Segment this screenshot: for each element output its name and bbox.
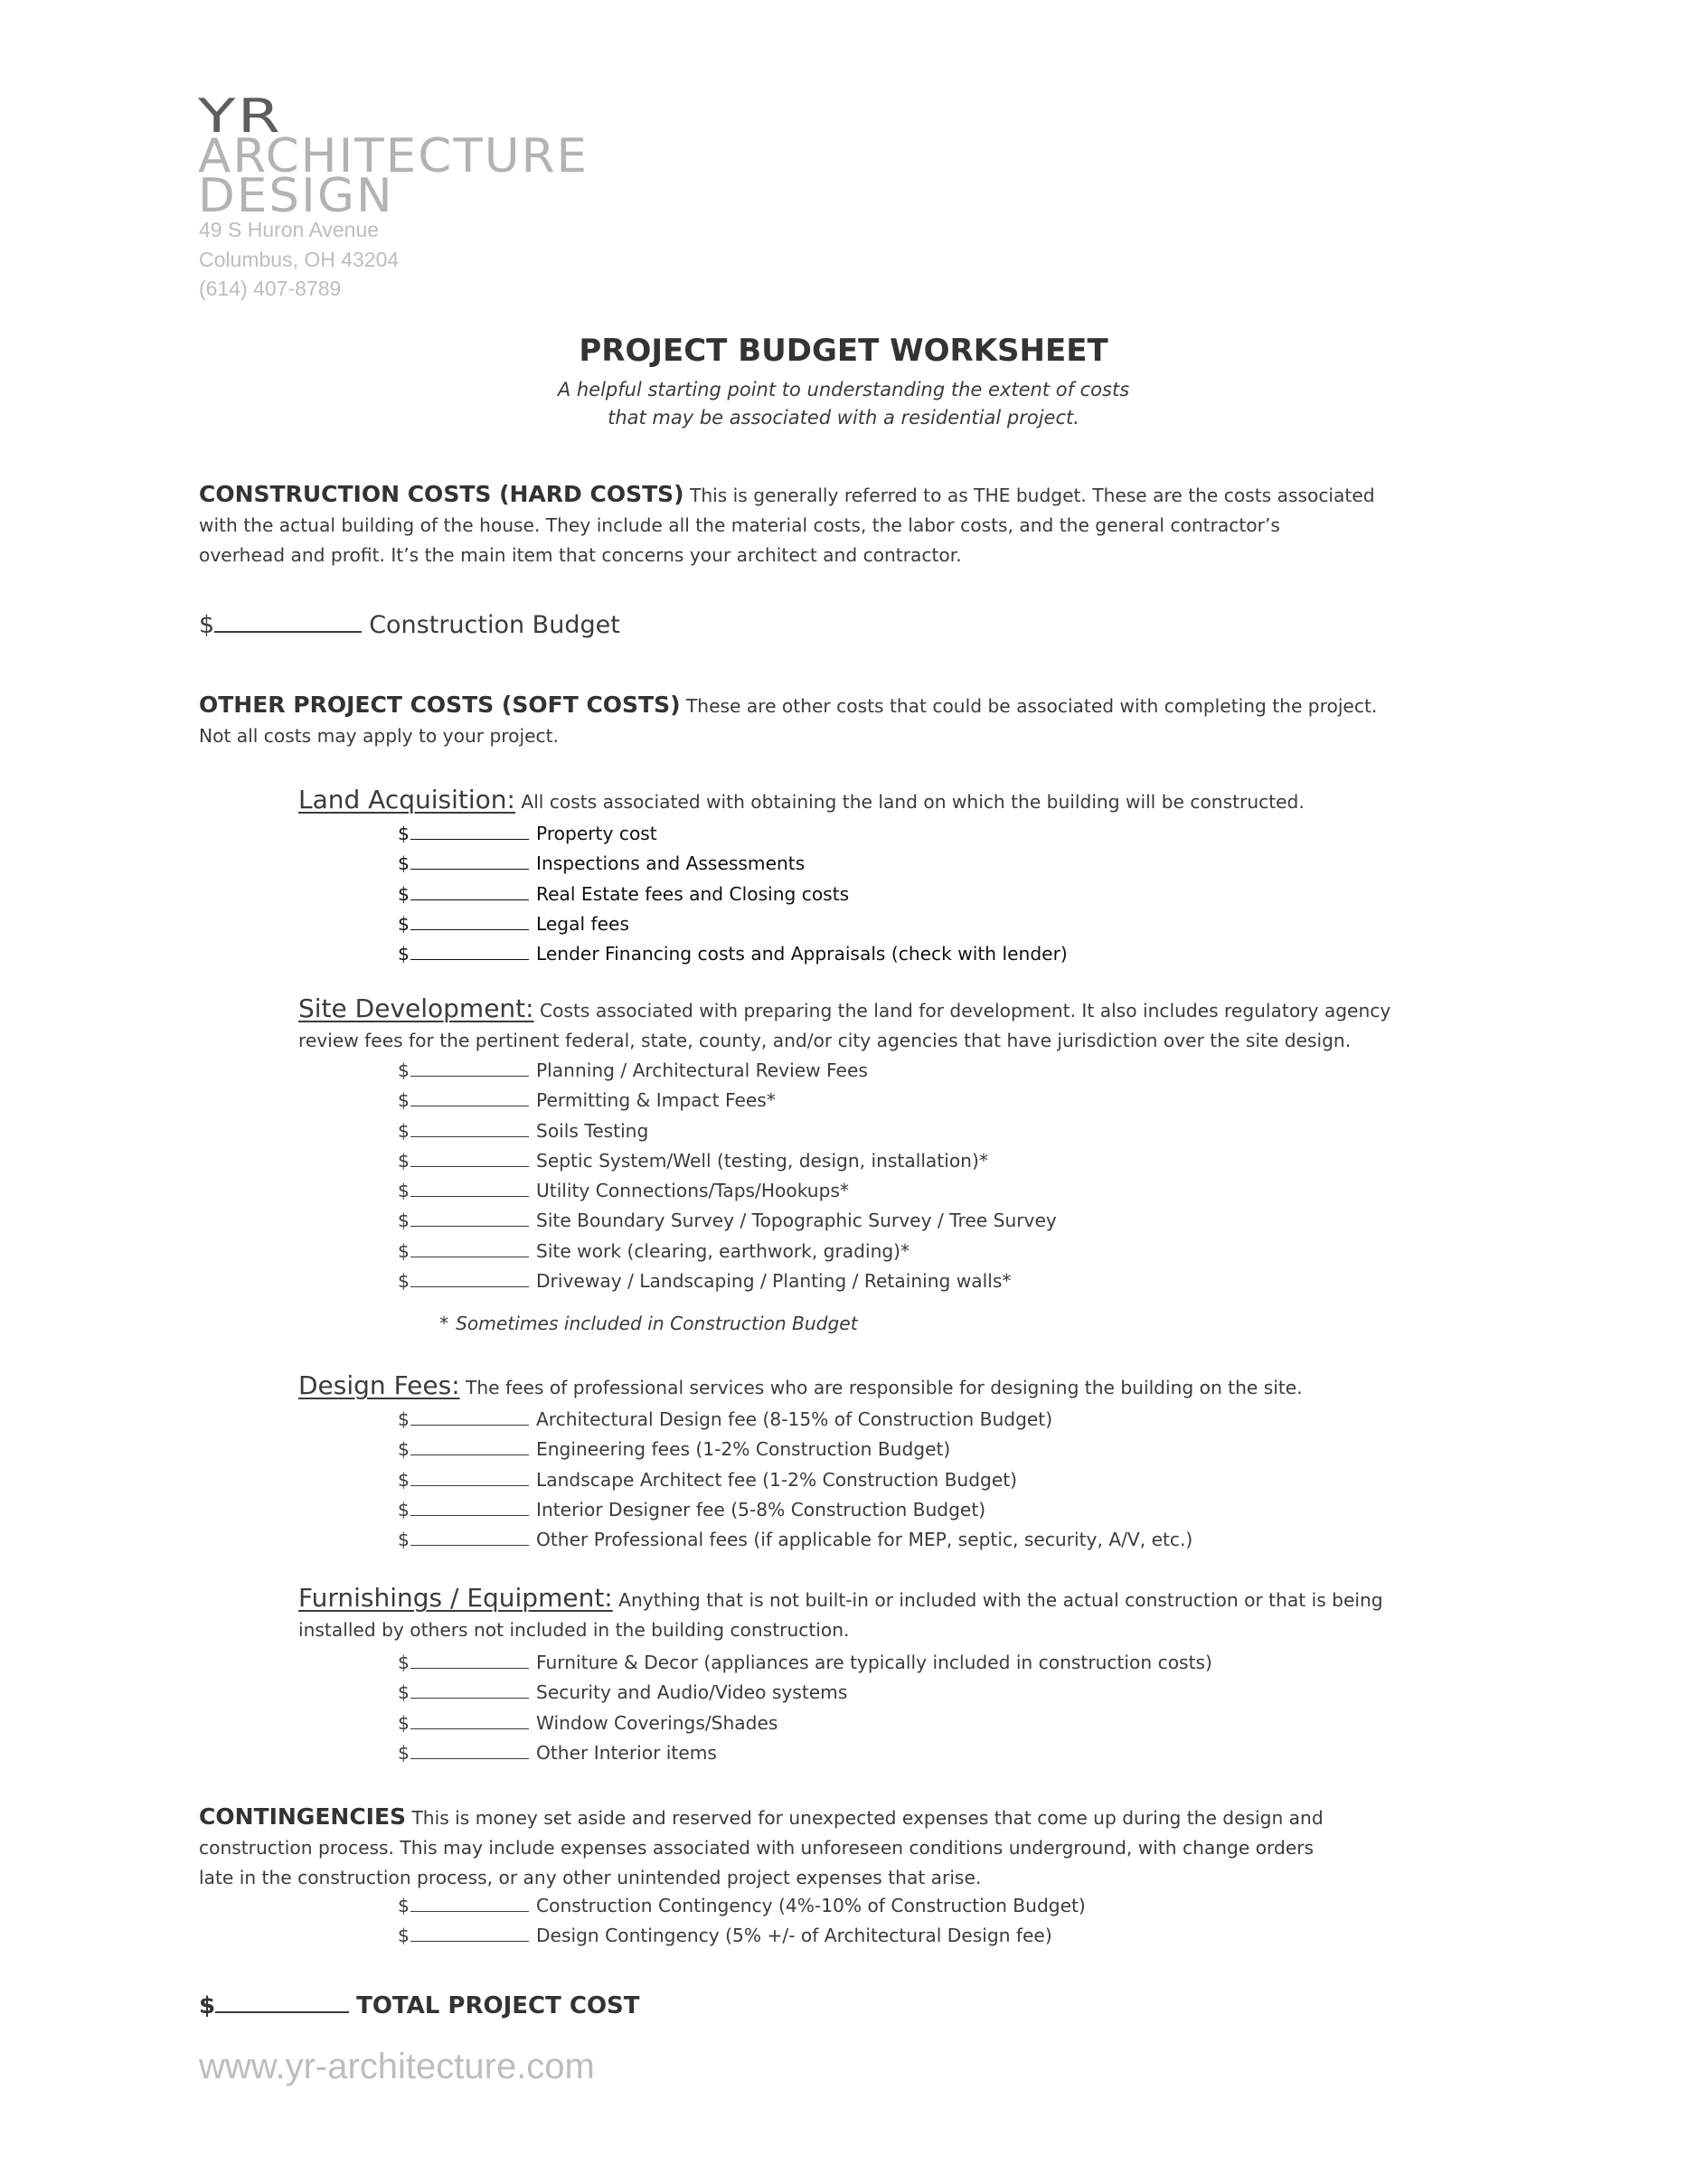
budget-line-item — [398, 1266, 1057, 1296]
subtitle-line-1: A helpful starting point to understanding the extent of costs — [557, 379, 1130, 400]
design-fees-desc: The fees of professional services who are responsible for designing the building on the site. — [459, 1377, 1303, 1398]
design-fees-section — [298, 1370, 1510, 1403]
furnishings-items — [398, 1648, 1212, 1768]
amount-blank-field[interactable] — [410, 1076, 529, 1077]
amount-blank-field[interactable] — [410, 1698, 529, 1699]
total-project-cost-row — [199, 1990, 640, 2022]
budget-line-item — [398, 1206, 1057, 1236]
site-development-desc-2: review fees for the pertinent federal, state, county, and/or city agencies that have jurisdiction over the site design. — [298, 1030, 1352, 1052]
amount-blank-field[interactable] — [410, 1545, 529, 1546]
amount-blank-field[interactable] — [410, 1911, 529, 1912]
budget-line-item — [398, 1237, 1057, 1266]
amount-blank-field[interactable] — [410, 1515, 529, 1516]
dollar-sign: $ — [398, 823, 410, 844]
budget-line-item — [398, 1709, 1212, 1738]
total-project-cost-field[interactable] — [215, 2010, 349, 2013]
dollar-sign: $ — [398, 1529, 410, 1551]
budget-line-item — [398, 939, 1068, 969]
item-label: Utility Connections/Taps/Hookups* — [536, 1180, 850, 1202]
item-label: Real Estate fees and Closing costs — [536, 882, 850, 905]
item-label: Design Contingency (5% +/- of Architectural Design fee) — [536, 1925, 1052, 1947]
contingencies-text-3: late in the construction process, or any other unintended project expenses that arise. — [199, 1867, 982, 1888]
amount-blank-field[interactable] — [410, 1668, 529, 1669]
dollar-sign: $ — [398, 1681, 410, 1704]
dollar-sign: $ — [398, 1180, 410, 1202]
item-label: Lender Financing costs and Appraisals (check with lender) — [536, 943, 1068, 965]
item-label: Soils Testing — [536, 1119, 649, 1142]
budget-line-item — [398, 1176, 1057, 1206]
budget-line-item — [398, 909, 1068, 939]
dollar-sign: $ — [398, 852, 410, 875]
dollar-sign: $ — [398, 1059, 410, 1081]
item-label: Site work (clearing, earthwork, grading)* — [536, 1239, 910, 1262]
amount-blank-field[interactable] — [410, 929, 529, 930]
amount-blank-field[interactable] — [410, 1286, 529, 1287]
item-label: Other Professional fees (if applicable for MEP, septic, security, A/V, etc.) — [536, 1529, 1193, 1551]
budget-line-item — [398, 1678, 1212, 1708]
dollar-sign: $ — [398, 1652, 410, 1673]
amount-blank-field[interactable] — [410, 839, 529, 840]
construction-budget-dollar: $ — [199, 611, 215, 639]
dollar-sign: $ — [398, 1408, 410, 1430]
address-city: Columbus, OH 43204 — [199, 247, 400, 271]
item-label: Inspections and Assessments — [536, 852, 806, 875]
dollar-sign: $ — [398, 1089, 410, 1112]
company-address — [199, 215, 399, 304]
item-label: Permitting & Impact Fees* — [536, 1089, 776, 1112]
construction-budget-field[interactable] — [214, 630, 362, 633]
budget-line-item — [398, 1495, 1192, 1525]
asterisk-icon: * — [439, 1313, 449, 1334]
site-development-heading: Site Development: — [298, 993, 534, 1023]
soft-costs-section — [199, 690, 1501, 751]
item-label: Architectural Design fee (8-15% of Construction Budget) — [536, 1408, 1053, 1430]
budget-line-item — [398, 849, 1068, 879]
contingencies-items — [398, 1891, 1086, 1952]
furnishings-desc-2: installed by others not included in the building construction. — [298, 1619, 850, 1642]
dollar-sign: $ — [398, 1895, 410, 1916]
address-street: 49 S Huron Avenue — [199, 218, 380, 241]
budget-line-item — [398, 1465, 1192, 1495]
amount-blank-field[interactable] — [410, 1136, 529, 1137]
land-acquisition-items — [398, 819, 1068, 969]
total-project-cost-label: TOTAL PROJECT COST — [356, 1992, 640, 2019]
site-development-desc-1: Costs associated with preparing the land for development. It also includes regulatory agency — [533, 1000, 1391, 1021]
item-label: Engineering fees (1-2% Construction Budget) — [536, 1438, 951, 1461]
dollar-sign: $ — [398, 1239, 410, 1262]
dollar-sign: $ — [398, 912, 410, 935]
amount-blank-field[interactable] — [410, 1196, 529, 1197]
site-development-items — [398, 1056, 1057, 1296]
dollar-sign: $ — [398, 1210, 410, 1232]
land-acquisition-desc: All costs associated with obtaining the land on which the building will be constructed. — [514, 791, 1305, 813]
address-phone: (614) 407-8789 — [199, 277, 342, 300]
logo-architecture: ARCHITECTURE — [198, 129, 589, 184]
amount-blank-field[interactable] — [410, 1454, 529, 1455]
soft-costs-text-1: These are other costs that could be associated with completing the project. — [680, 695, 1378, 717]
page-title: PROJECT BUDGET WORKSHEET — [579, 333, 1108, 369]
dollar-sign: $ — [398, 1498, 410, 1520]
amount-blank-field[interactable] — [410, 959, 529, 960]
budget-line-item — [398, 1525, 1192, 1555]
footnote — [439, 1311, 858, 1336]
construction-budget-row — [199, 607, 620, 644]
budget-line-item — [398, 1435, 1192, 1464]
design-fees-heading: Design Fees: — [298, 1370, 460, 1400]
budget-line-item — [398, 1891, 1086, 1921]
item-label: Landscape Architect fee (1-2% Construction Budget) — [536, 1468, 1018, 1491]
amount-blank-field[interactable] — [410, 1728, 529, 1729]
budget-line-item — [398, 1921, 1086, 1951]
dollar-sign: $ — [398, 1741, 410, 1764]
budget-line-item — [398, 1056, 1057, 1086]
item-label: Furniture & Decor (appliances are typically included in construction costs) — [536, 1652, 1212, 1673]
amount-blank-field[interactable] — [410, 899, 529, 900]
soft-costs-heading: OTHER PROJECT COSTS (SOFT COSTS) — [199, 692, 681, 718]
construction-costs-heading: CONSTRUCTION COSTS (HARD COSTS) — [199, 481, 684, 507]
budget-line-item — [398, 1086, 1057, 1116]
item-label: Window Coverings/Shades — [536, 1711, 778, 1734]
dollar-sign: $ — [398, 943, 410, 965]
amount-blank-field[interactable] — [410, 1941, 529, 1942]
construction-costs-section — [199, 479, 1501, 570]
item-label: Security and Audio/Video systems — [536, 1681, 848, 1704]
page-subtitle — [0, 376, 1687, 432]
dollar-sign: $ — [398, 1119, 410, 1142]
amount-blank-field[interactable] — [410, 1226, 529, 1227]
construction-costs-text-1: This is generally referred to as THE budget. These are the costs associated — [683, 485, 1375, 506]
furnishings-section — [298, 1583, 1510, 1646]
site-development-section — [298, 993, 1510, 1057]
item-label: Legal fees — [536, 912, 629, 935]
footnote-text: Sometimes included in Construction Budget — [456, 1313, 858, 1334]
budget-line-item — [398, 819, 1068, 849]
website-url[interactable]: www.yr-architecture.com — [199, 2047, 595, 2086]
design-fees-items — [398, 1405, 1192, 1555]
item-label: Construction Contingency (4%-10% of Construction Budget) — [536, 1895, 1086, 1916]
item-label: Planning / Architectural Review Fees — [536, 1059, 868, 1081]
dollar-sign: $ — [398, 1711, 410, 1734]
contingencies-heading: CONTINGENCIES — [199, 1803, 407, 1830]
logo-design: DESIGN — [198, 169, 394, 223]
contingencies-text-2: construction process. This may include expenses associated with unforeseen conditions underground, with change orders — [199, 1837, 1315, 1859]
amount-blank-field[interactable] — [410, 1166, 529, 1167]
land-acquisition-section — [298, 785, 1510, 817]
construction-costs-text-3: overhead and profit. It’s the main item that concerns your architect and contractor. — [199, 544, 962, 566]
budget-line-item — [398, 1146, 1057, 1176]
item-label: Septic System/Well (testing, design, installation)* — [536, 1149, 988, 1172]
dollar-sign: $ — [398, 1438, 410, 1461]
item-label: Other Interior items — [536, 1741, 717, 1764]
furnishings-desc-1: Anything that is not built-in or included with the actual construction or that is being — [612, 1589, 1383, 1611]
budget-line-item — [398, 1405, 1192, 1435]
amount-blank-field[interactable] — [410, 869, 529, 870]
logo-yr: YR — [198, 89, 283, 144]
item-label: Property cost — [536, 823, 657, 844]
amount-blank-field[interactable] — [410, 1485, 529, 1486]
dollar-sign: $ — [398, 882, 410, 905]
budget-line-item — [398, 1116, 1057, 1146]
dollar-sign: $ — [398, 1925, 410, 1947]
construction-costs-text-2: with the actual building of the house. They include all the material costs, the labor costs, and the general contractor’s — [199, 514, 1280, 536]
soft-costs-text-2: Not all costs may apply to your project. — [199, 725, 559, 747]
dollar-sign: $ — [398, 1149, 410, 1172]
subtitle-line-2: that may be associated with a residential project. — [608, 407, 1079, 428]
dollar-sign: $ — [398, 1270, 410, 1293]
land-acquisition-heading: Land Acquisition: — [298, 785, 515, 814]
amount-blank-field[interactable] — [410, 1758, 529, 1759]
amount-blank-field[interactable] — [410, 1425, 529, 1426]
item-label: Driveway / Landscaping / Planting / Retaining walls* — [536, 1270, 1012, 1293]
budget-line-item — [398, 1738, 1212, 1768]
contingencies-text-1: This is money set aside and reserved for unexpected expenses that come up during the design and — [406, 1807, 1324, 1829]
item-label: Interior Designer fee (5-8% Construction Budget) — [536, 1498, 986, 1520]
construction-budget-label: Construction Budget — [369, 611, 620, 639]
furnishings-heading: Furnishings / Equipment: — [298, 1583, 613, 1613]
dollar-sign: $ — [398, 1468, 410, 1491]
budget-line-item — [398, 880, 1068, 909]
budget-line-item — [398, 1648, 1212, 1678]
total-dollar: $ — [199, 1992, 216, 2019]
contingencies-section — [199, 1802, 1501, 1893]
item-label: Site Boundary Survey / Topographic Survey / Tree Survey — [536, 1210, 1057, 1232]
